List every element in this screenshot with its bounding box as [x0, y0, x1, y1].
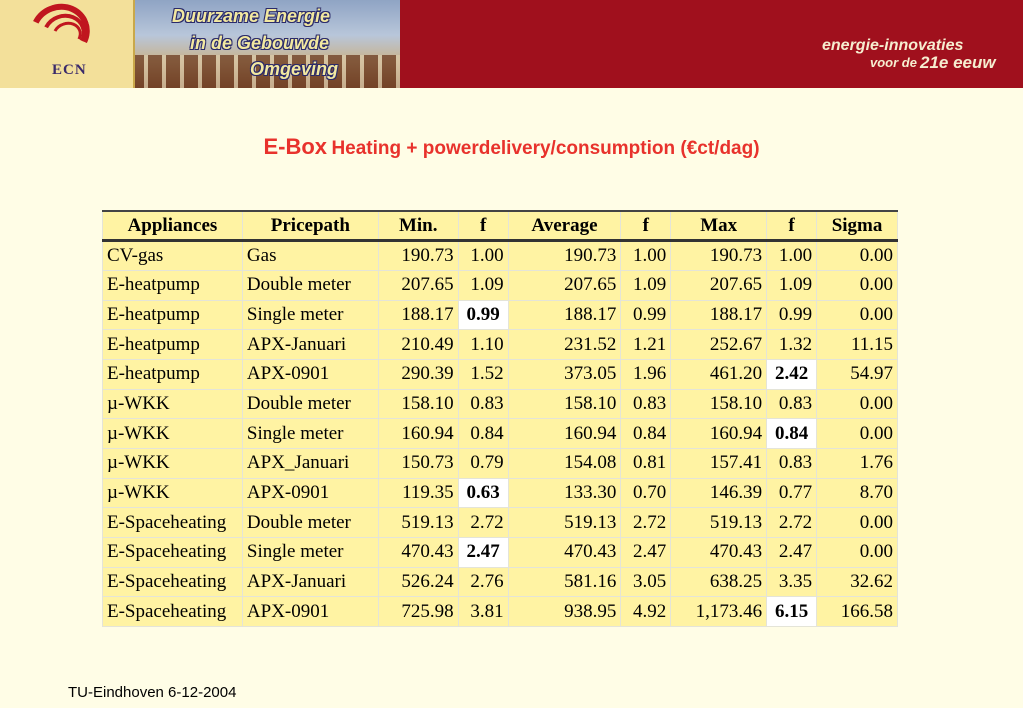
appliance-cell: µ-WKK	[103, 419, 243, 449]
value-cell: 1.00	[458, 241, 508, 271]
value-cell: 188.17	[378, 300, 458, 330]
value-cell: 158.10	[378, 389, 458, 419]
value-cell: 2.47	[767, 538, 817, 568]
value-cell: 190.73	[378, 241, 458, 271]
column-header: f	[621, 211, 671, 241]
title-sub: Heating + powerdelivery/consumption (€ct/dag)	[331, 138, 760, 159]
tagline	[812, 35, 1023, 83]
value-cell: 290.39	[378, 359, 458, 389]
value-cell: 1,173.46	[671, 597, 767, 627]
value-cell: 581.16	[508, 567, 621, 597]
value-cell: 119.35	[378, 478, 458, 508]
value-cell: 2.47	[458, 538, 508, 568]
value-cell: 190.73	[508, 241, 621, 271]
pricepath-cell: APX_Januari	[242, 449, 378, 479]
value-cell: 2.42	[767, 359, 817, 389]
value-cell: 2.72	[767, 508, 817, 538]
value-cell: 638.25	[671, 567, 767, 597]
value-cell: 1.76	[817, 449, 898, 479]
value-cell: 4.92	[621, 597, 671, 627]
column-header: f	[458, 211, 508, 241]
pricepath-cell: APX-Januari	[242, 330, 378, 360]
value-cell: 1.96	[621, 359, 671, 389]
value-cell: 3.81	[458, 597, 508, 627]
column-header: f	[767, 211, 817, 241]
value-cell: 0.99	[458, 300, 508, 330]
value-cell: 526.24	[378, 567, 458, 597]
banner-line-2: in de Gebouwde	[190, 33, 330, 53]
pricepath-cell: APX-0901	[242, 597, 378, 627]
table-row	[103, 300, 898, 330]
value-cell: 1.32	[767, 330, 817, 360]
table-row	[103, 508, 898, 538]
value-cell: 938.95	[508, 597, 621, 627]
appliance-cell: E-Spaceheating	[103, 597, 243, 627]
value-cell: 231.52	[508, 330, 621, 360]
value-cell: 519.13	[378, 508, 458, 538]
value-cell: 54.97	[817, 359, 898, 389]
banner-line-3: Omgeving	[250, 59, 339, 79]
value-cell: 0.79	[458, 449, 508, 479]
appliance-cell: E-Spaceheating	[103, 567, 243, 597]
pricepath-cell: Single meter	[242, 419, 378, 449]
value-cell: 725.98	[378, 597, 458, 627]
header-image	[0, 0, 400, 88]
value-cell: 146.39	[671, 478, 767, 508]
column-header: Min.	[378, 211, 458, 241]
value-cell: 252.67	[671, 330, 767, 360]
value-cell: 1.00	[767, 241, 817, 271]
tagline-line-3: 21e eeuw	[920, 53, 996, 72]
pricepath-cell: APX-0901	[242, 359, 378, 389]
value-cell: 519.13	[508, 508, 621, 538]
column-header: Average	[508, 211, 621, 241]
footer-text: TU-Eindhoven 6-12-2004	[68, 684, 237, 701]
tagline-line-2: voor de	[870, 55, 917, 70]
appliance-cell: µ-WKK	[103, 449, 243, 479]
appliance-cell: CV-gas	[103, 241, 243, 271]
value-cell: 1.09	[621, 270, 671, 300]
value-cell: 470.43	[671, 538, 767, 568]
value-cell: 8.70	[817, 478, 898, 508]
appliance-cell: E-heatpump	[103, 300, 243, 330]
pricepath-cell: Single meter	[242, 300, 378, 330]
value-cell: 0.84	[767, 419, 817, 449]
value-cell: 207.65	[508, 270, 621, 300]
value-cell: 0.99	[621, 300, 671, 330]
value-cell: 150.73	[378, 449, 458, 479]
value-cell: 2.72	[458, 508, 508, 538]
value-cell: 1.10	[458, 330, 508, 360]
table-row	[103, 270, 898, 300]
pricepath-cell: Single meter	[242, 538, 378, 568]
value-cell: 3.05	[621, 567, 671, 597]
value-cell: 6.15	[767, 597, 817, 627]
pricepath-cell: APX-Januari	[242, 567, 378, 597]
value-cell: 373.05	[508, 359, 621, 389]
value-cell: 188.17	[508, 300, 621, 330]
value-cell: 190.73	[671, 241, 767, 271]
value-cell: 0.83	[767, 389, 817, 419]
appliance-cell: E-heatpump	[103, 270, 243, 300]
value-cell: 470.43	[508, 538, 621, 568]
table-row	[103, 567, 898, 597]
appliance-cell: E-Spaceheating	[103, 508, 243, 538]
appliance-cell: E-Spaceheating	[103, 538, 243, 568]
value-cell: 0.81	[621, 449, 671, 479]
table-row	[103, 330, 898, 360]
table-row	[103, 389, 898, 419]
appliance-cell: µ-WKK	[103, 478, 243, 508]
value-cell: 210.49	[378, 330, 458, 360]
value-cell: 11.15	[817, 330, 898, 360]
table-row	[103, 241, 898, 271]
header-banner	[0, 0, 1023, 88]
value-cell: 160.94	[508, 419, 621, 449]
value-cell: 0.99	[767, 300, 817, 330]
value-cell: 166.58	[817, 597, 898, 627]
value-cell: 207.65	[378, 270, 458, 300]
value-cell: 1.00	[621, 241, 671, 271]
value-cell: 0.83	[621, 389, 671, 419]
column-header: Appliances	[103, 211, 243, 241]
pricepath-cell: Double meter	[242, 270, 378, 300]
value-cell: 1.09	[767, 270, 817, 300]
pricepath-cell: APX-0901	[242, 478, 378, 508]
logo-text: ECN	[52, 62, 87, 78]
value-cell: 0.84	[458, 419, 508, 449]
value-cell: 519.13	[671, 508, 767, 538]
appliance-cell: E-heatpump	[103, 359, 243, 389]
table-row	[103, 597, 898, 627]
value-cell: 0.00	[817, 508, 898, 538]
value-cell: 0.00	[817, 300, 898, 330]
value-cell: 0.77	[767, 478, 817, 508]
value-cell: 157.41	[671, 449, 767, 479]
value-cell: 1.52	[458, 359, 508, 389]
value-cell: 0.00	[817, 270, 898, 300]
value-cell: 3.35	[767, 567, 817, 597]
value-cell: 461.20	[671, 359, 767, 389]
column-header: Sigma	[817, 211, 898, 241]
value-cell: 1.09	[458, 270, 508, 300]
table-row	[103, 449, 898, 479]
value-cell: 154.08	[508, 449, 621, 479]
value-cell: 2.47	[621, 538, 671, 568]
results-table	[102, 210, 898, 627]
ecn-logo	[0, 0, 135, 88]
value-cell: 0.00	[817, 419, 898, 449]
appliance-cell: E-heatpump	[103, 330, 243, 360]
value-cell: 470.43	[378, 538, 458, 568]
column-header: Pricepath	[242, 211, 378, 241]
value-cell: 0.63	[458, 478, 508, 508]
value-cell: 0.00	[817, 538, 898, 568]
title-main: E-Box	[263, 134, 327, 159]
value-cell: 2.76	[458, 567, 508, 597]
pricepath-cell: Double meter	[242, 389, 378, 419]
appliance-cell: µ-WKK	[103, 389, 243, 419]
value-cell: 0.70	[621, 478, 671, 508]
table-row	[103, 478, 898, 508]
value-cell: 158.10	[508, 389, 621, 419]
value-cell: 207.65	[671, 270, 767, 300]
table-body	[103, 241, 898, 627]
value-cell: 0.00	[817, 389, 898, 419]
pricepath-cell: Double meter	[242, 508, 378, 538]
value-cell: 188.17	[671, 300, 767, 330]
value-cell: 0.83	[767, 449, 817, 479]
value-cell: 2.72	[621, 508, 671, 538]
table-row	[103, 359, 898, 389]
value-cell: 1.21	[621, 330, 671, 360]
column-header: Max	[671, 211, 767, 241]
value-cell: 133.30	[508, 478, 621, 508]
value-cell: 160.94	[671, 419, 767, 449]
table-row	[103, 419, 898, 449]
slide-title	[0, 134, 1023, 160]
value-cell: 0.84	[621, 419, 671, 449]
table-row	[103, 538, 898, 568]
value-cell: 158.10	[671, 389, 767, 419]
table-header-row	[103, 211, 898, 241]
value-cell: 0.83	[458, 389, 508, 419]
value-cell: 32.62	[817, 567, 898, 597]
value-cell: 0.00	[817, 241, 898, 271]
tagline-line-1: energie-innovaties	[822, 37, 964, 54]
banner-line-1: Duurzame Energie	[172, 6, 331, 26]
pricepath-cell: Gas	[242, 241, 378, 271]
value-cell: 160.94	[378, 419, 458, 449]
